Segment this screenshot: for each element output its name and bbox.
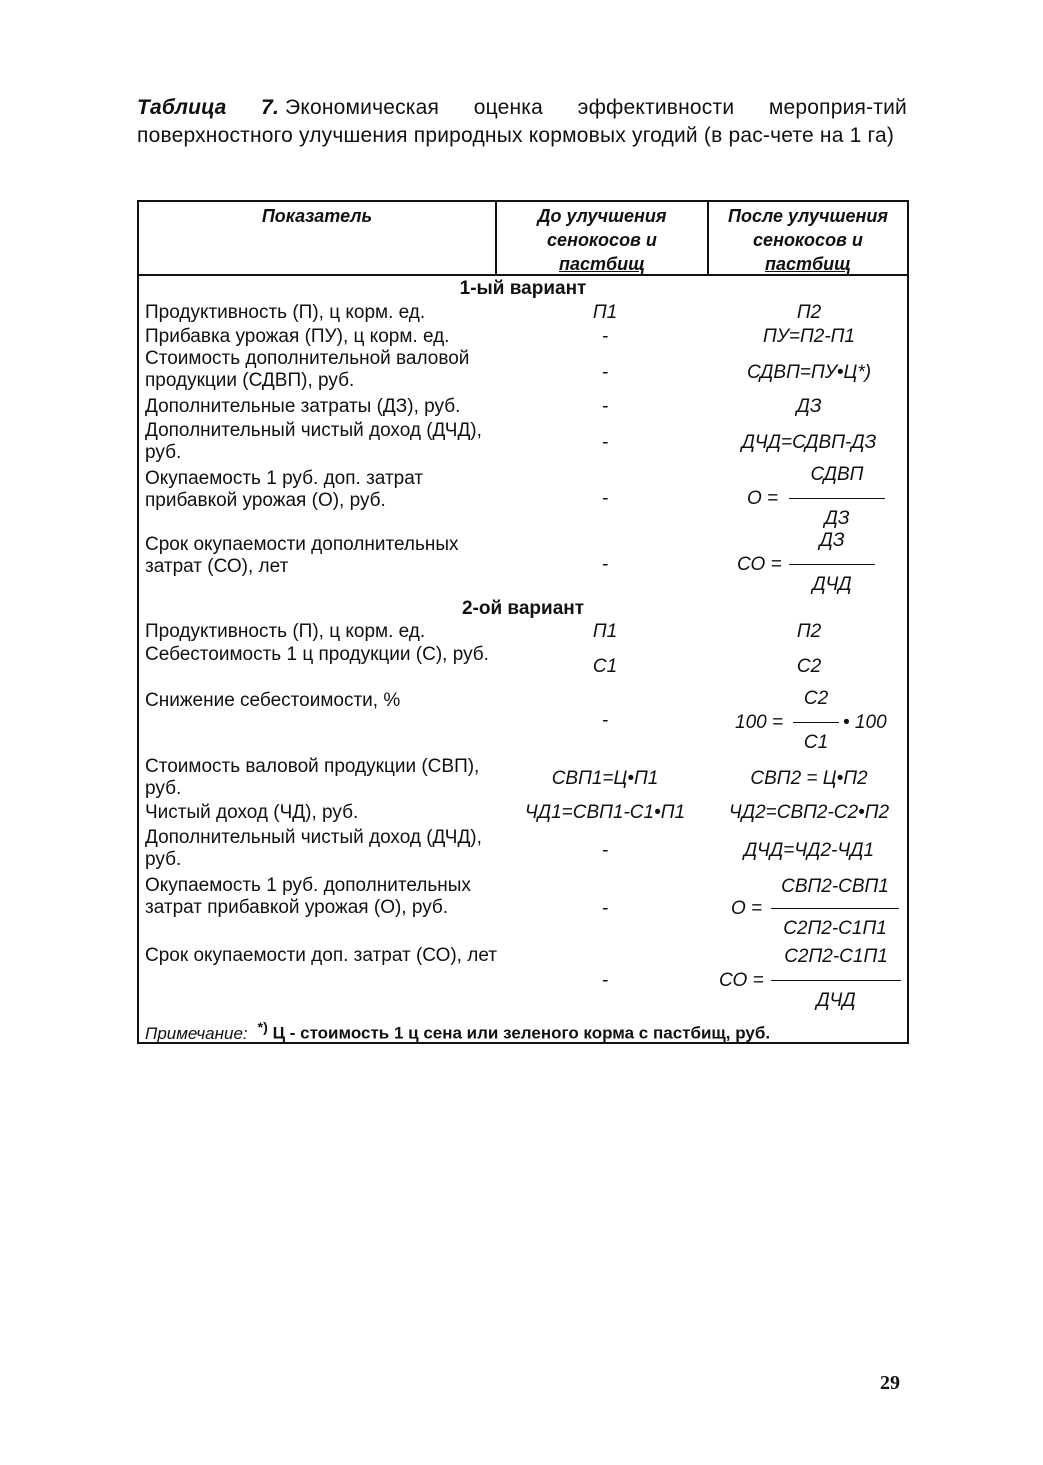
table-caption [137, 94, 907, 150]
table-row-indicator: Окупаемость 1 руб. дополнительных затрат прибавкой урожая (О), руб. [145, 875, 471, 918]
formula-cost-reduction: 100 = С2 С1 • 100 [735, 688, 887, 753]
table-row-indicator: Прибавка урожая (ПУ), ц корм. ед. [145, 326, 450, 347]
economic-evaluation-table [137, 200, 909, 1044]
formula-payback: О = СДВП ДЗ [709, 464, 909, 528]
table-row-before: - [601, 362, 609, 383]
table-row-before: С1 [592, 656, 618, 677]
table-row-before: ЧД1=СВП1-С1•П1 [524, 802, 686, 823]
table-row-before: - [601, 970, 609, 991]
table-row-before: - [601, 326, 609, 347]
table-row-before: - [601, 710, 609, 731]
section-title-variant1: 1-ый вариант [459, 278, 587, 299]
table-row-after: ПУ=П2-П1 [762, 326, 855, 347]
header-indicator: Показатель [261, 206, 373, 226]
table-row-before: П1 [592, 302, 618, 323]
table-row-indicator: Снижение себестоимости, % [145, 690, 401, 711]
table-row-indicator: Дополнительный чистый доход (ДЧД), руб. [145, 827, 482, 870]
table-row-indicator: Продуктивность (П), ц корм. ед. [145, 621, 426, 642]
section-title-variant2: 2-ой вариант [461, 598, 585, 619]
table-row-indicator: Срок окупаемости дополнительных затрат (СО), лет [145, 534, 459, 577]
caption-label: Таблица 7. [137, 96, 280, 119]
table-row-indicator: Срок окупаемости доп. затрат (СО), лет [145, 945, 497, 966]
table-row-before: - [601, 488, 609, 509]
table-header [139, 202, 907, 276]
page-number: 29 [880, 1372, 900, 1394]
table-row-indicator: Стоимость валовой продукции (СВП), руб. [145, 756, 480, 799]
table-row-before: - [601, 432, 609, 453]
table-row-after: ЧД2=СВП2-С2•П2 [728, 802, 890, 823]
table-row-before: - [601, 396, 609, 417]
table-row-after: СВП2 = Ц•П2 [750, 768, 868, 789]
table-row-after: ДЧД=СДВП-ДЗ [741, 432, 877, 453]
table-row-indicator: Дополнительный чистый доход (ДЧД), руб. [145, 420, 482, 463]
formula-payback-period: СО = ДЗ ДЧД [709, 530, 909, 598]
table-row-after: ДЧД=ЧД2-ЧД1 [743, 840, 875, 861]
table-row-after: С2 [796, 656, 822, 677]
table-row-after: П2 [796, 302, 822, 323]
table-row-indicator: Себестоимость 1 ц продукции (С), руб. [145, 644, 489, 665]
table-row-indicator: Продуктивность (П), ц корм. ед. [145, 302, 426, 323]
table-row-before: П1 [592, 621, 618, 642]
formula-payback-v2: О = СВП2-СВП1 С2П2-С1П1 [709, 876, 909, 940]
table-row-indicator: Дополнительные затраты (ДЗ), руб. [145, 396, 461, 417]
header-before: До улучшения сенокосов и пастбищ [537, 206, 667, 274]
caption-text: Экономическая оценка эффективности мероприя-тий поверхностного улучшения природных кормовых угодий (в рас-чете на 1 га) [137, 96, 907, 147]
table-row-indicator: Окупаемость 1 руб. доп. затрат прибавкой урожая (О), руб. [145, 468, 424, 511]
table-row-before: - [601, 898, 609, 919]
table-row-indicator: Стоимость дополнительной валовой продукции (СДВП), руб. [145, 348, 470, 391]
table-row-before: - [601, 840, 609, 861]
table-row-after: ДЗ [796, 396, 822, 417]
table-row-indicator: Чистый доход (ЧД), руб. [145, 802, 359, 823]
header-after: После улучшения сенокосов и пастбищ [728, 206, 888, 274]
table-row-before: СВП1=Ц•П1 [551, 768, 659, 789]
note-mark: *) [257, 1020, 268, 1036]
formula-payback-period-v2: СО = С2П2-С1П1 ДЧД [709, 946, 909, 1014]
table-row-before: - [601, 554, 609, 575]
table-row-after: СДВП=ПУ•Ц*) [746, 362, 872, 383]
table-row-after: П2 [796, 621, 822, 642]
table-note: Примечание: *) Ц - стоимость 1 ц сена или зеленого корма с пастбищ, руб. [145, 1020, 771, 1043]
